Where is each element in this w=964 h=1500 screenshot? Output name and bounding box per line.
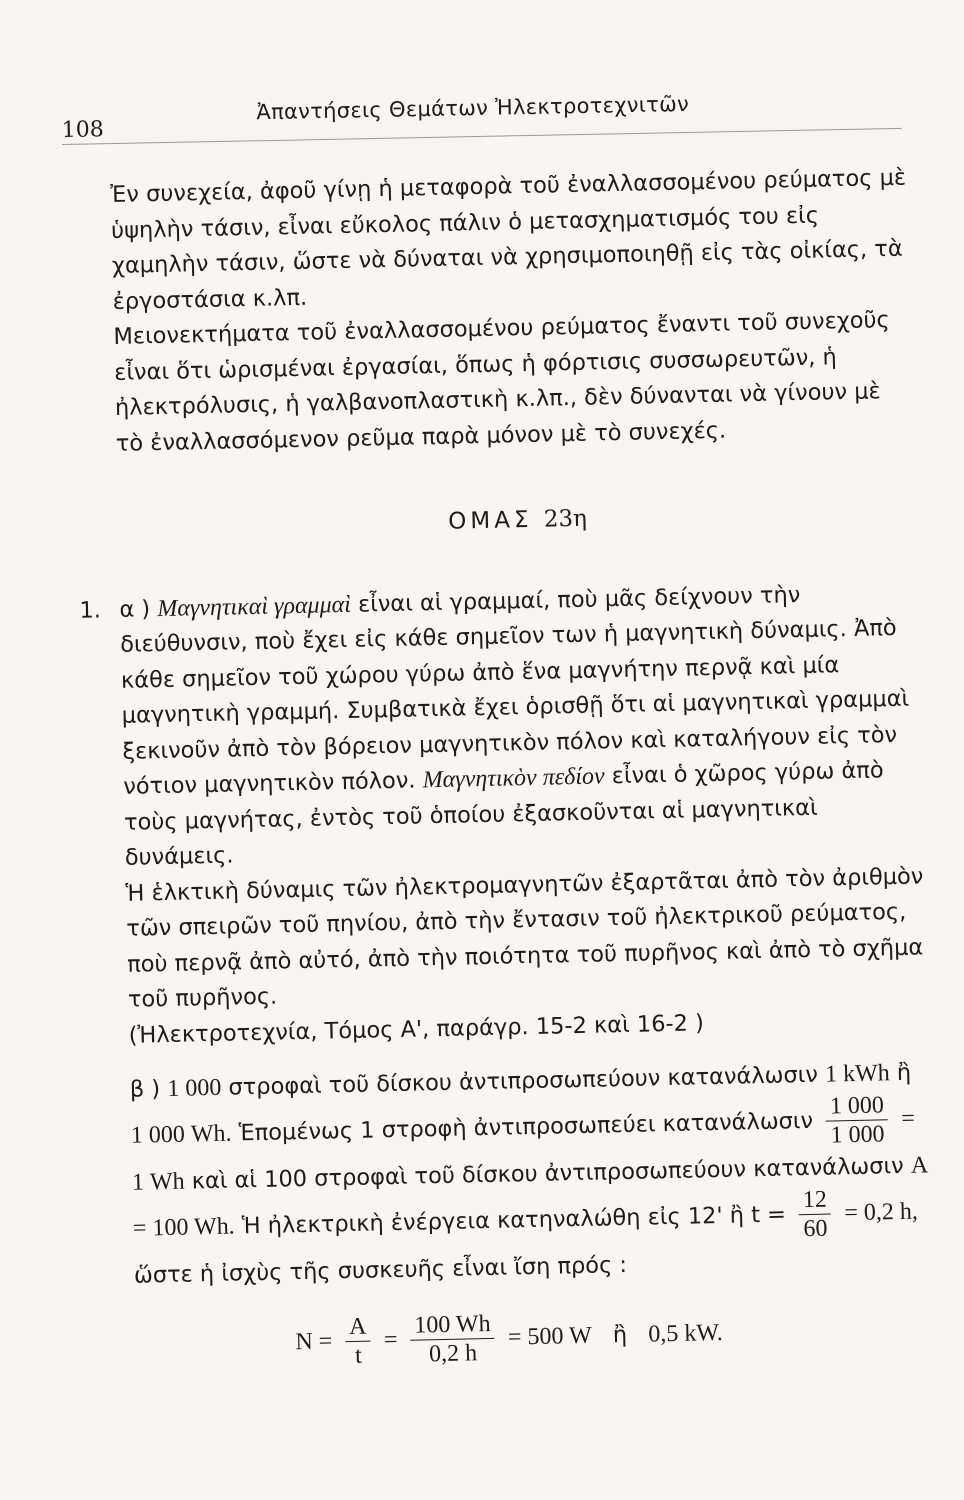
formula-fraction-b xyxy=(410,1310,495,1369)
formula-fraction-a-numerator: A xyxy=(345,1313,371,1343)
section-title-text: ΟΜΑΣ xyxy=(447,506,533,535)
formula-lhs: N = xyxy=(295,1328,333,1356)
formula-kw: 0,5 kW. xyxy=(648,1319,724,1348)
answer-a-paragraph-2: Ἡ ἑλκτικὴ δύναμις τῶν ἠλεκτρομαγνητῶν ἐξαρτᾶται ἀπὸ τὸν ἀριθμὸν τῶν σπειρῶν τοῦ πηνίου, ἀπὸ τὴν ἔντασιν τοῦ ἠλεκτρικοῦ ρεύματος, ποὺ περνᾷ ἀπὸ αὐτό, ἀπὸ τὴν ποιότητα τοῦ πυρῆνος καὶ ἀπὸ τὸ σχῆμα τοῦ πυρῆνος. xyxy=(125,862,924,1013)
formula-or: ἢ xyxy=(612,1321,628,1349)
section-number: 23η xyxy=(543,505,588,533)
question-number: 1. xyxy=(79,596,102,624)
formula-fraction-b-numerator: 100 Wh xyxy=(410,1310,495,1341)
section-title xyxy=(117,494,918,547)
answer-b-label: β ) xyxy=(129,1076,161,1103)
answer-b-text-2: Ἑπομένως 1 στροφὴ ἀντιπροσωπεύει κατανάλωσιν xyxy=(238,1107,814,1147)
page-body xyxy=(79,161,936,1378)
formula-fraction-b-denominator: 0,2 h xyxy=(428,1340,478,1368)
answer-a-label: α ) xyxy=(119,595,151,623)
answer-a-text-1: εἶναι αἱ γραμμαί, ποὺ μᾶς δείχνουν τὴν διεύθυνσιν, ποὺ ἔχει εἰς κάθε σημεῖον των ἡ μαγνητικὴ δύναμις. Ἀπὸ κάθε σημεῖον τοῦ χώρου γύρω ἀπὸ ἕνα μαγνήτην περνᾷ καὶ μία μαγνητικὴ γραμμή. Συμβατικὰ ἔχει ὁρισθῇ ὅτι αἱ μαγνητικαὶ γραμμαὶ ξεκινοῦν ἀπὸ τὸν βόρειον μαγνητικὸν πόλον καὶ καταλήγουν εἰς τὸν νότιον μαγνητικὸν πόλον. xyxy=(119,581,910,800)
term-magnetic-lines: Μαγνητικαὶ γραμμαὶ xyxy=(157,591,352,622)
answer-a-paragraph-1 xyxy=(119,575,925,876)
answer-b-result-1: = 1 Wh xyxy=(131,1105,916,1196)
power-formula xyxy=(135,1296,936,1377)
running-header xyxy=(61,88,902,145)
formula-fraction-a-denominator: t xyxy=(354,1342,363,1369)
running-title: Ἀπαντήσεις Θεμάτων Ἠλεκτροτεχνιτῶν xyxy=(256,91,690,125)
answer-b-or-1: ἢ xyxy=(896,1059,912,1087)
intro-paragraph-1: Ἐν συνεχεία, ἀφοῦ γίνῃ ἡ μεταφορὰ τοῦ ἐναλλασσομένου ρεύματος μὲ ὑψηλὴν τάσιν, εἶναι εὔκολος πάλιν ὁ μετασχηματισμός του εἰς χαμηλὴν τάσιν, ὥστε νὰ δύναται νὰ χρησιμοποιηθῇ εἰς τὰς οἰκίας, τὰ ἐργοστάσια κ.λπ. xyxy=(110,164,907,315)
answer-b-text-4: Ἡ ἠλεκτρικὴ ἐνέργεια κατηναλώθη εἰς 12' ἢ t = xyxy=(241,1201,787,1240)
answer-a-text-2: εἶναι ὁ χῶρος γύρω ἀπὸ τοὺς μαγνήτας, ἐντὸς τοῦ ὁποίου ἐξασκοῦνται αἱ μαγνητικαὶ δυνάμεις. xyxy=(123,757,884,871)
term-magnetic-field: Μαγνητικὸν πεδίον xyxy=(422,763,605,794)
fraction-2 xyxy=(799,1186,832,1244)
answer-b-energy: A = 100 Wh. xyxy=(132,1152,928,1242)
answer-b-time: = 0,2 h, xyxy=(844,1198,919,1227)
intro-paragraph-2: Μειονεκτήματα τοῦ ἐναλλασσομένου ρεύματος ἔναντι τοῦ συνεχοῦς εἶναι ὅτι ὡρισμέναι ἐργασίαι, ὅπως ἡ φόρτισις συσσωρευτῶν, ἡ ἠλεκτρόλυσις, ἡ γαλβανοπλαστικὴ κ.λπ., δὲν δύνανται νὰ γίνουν μὲ τὸ ἐναλλασσόμενον ρεῦμα παρὰ μόνον μὲ τὸ συνεχές. xyxy=(113,307,890,457)
formula-rhs: = 500 W xyxy=(507,1322,593,1351)
answer-b-text-5: ὥστε ἡ ἰσχὺς τῆς συσκευῆς εἶναι ἴση πρός : xyxy=(133,1251,628,1289)
answer-b-kwh: 1 kWh xyxy=(824,1060,890,1088)
fraction-2-denominator: 60 xyxy=(803,1215,828,1243)
question-1 xyxy=(79,575,936,1378)
formula-fraction-a xyxy=(345,1313,372,1371)
fraction-1-denominator: 1 000 xyxy=(830,1121,885,1149)
fraction-1 xyxy=(826,1091,889,1149)
answer-b-turns: 1 000 xyxy=(167,1074,222,1102)
page-number: 108 xyxy=(61,117,104,144)
formula-equals: = xyxy=(383,1327,398,1354)
fraction-1-numerator: 1 000 xyxy=(826,1091,889,1121)
answer-b-wh: 1 000 Wh. xyxy=(130,1120,232,1149)
answer-b-paragraph xyxy=(130,1054,935,1293)
answer-b-text-3: καὶ αἱ 100 στροφαὶ τοῦ δίσκου ἀντιπροσωπεύουν κατανάλωσιν xyxy=(191,1152,904,1195)
answer-a-reference: (Ἠλεκτροτεχνία, Τόμος Α', παράγρ. 15-2 καὶ 16-2 ) xyxy=(128,1009,705,1049)
fraction-2-numerator: 12 xyxy=(799,1186,832,1216)
answer-b-text-1: στροφαὶ τοῦ δίσκου ἀντιπροσωπεύουν κατανάλωσιν xyxy=(228,1061,819,1101)
